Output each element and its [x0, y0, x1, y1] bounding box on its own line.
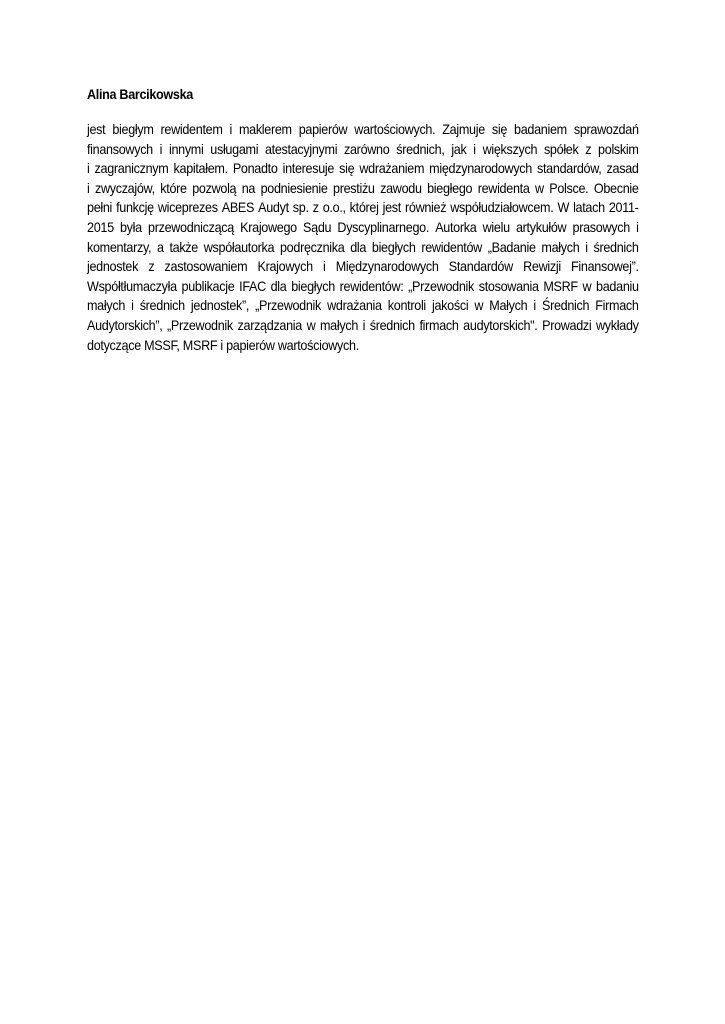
author-bio: [87, 120, 639, 355]
bio-line: dotyczące MSSF, MSRF i papierów wartościowych.: [87, 336, 359, 353]
bio-line: finansowych i innymi usługami atestacyjnymi zarówno średnich, jak i większych spółek z polskim: [87, 140, 639, 157]
author-name: Alina Barcikowska: [87, 86, 194, 102]
bio-line: komentarzy, a także współautorka podręcznika dla biegłych rewidentów „Badanie małych i średnich: [87, 238, 639, 255]
bio-line: i zwyczajów, które pozwolą na podniesienie prestiżu zawodu biegłego rewidenta w Polsce. Obecnie: [87, 179, 639, 196]
bio-line: i zagranicznym kapitałem. Ponadto interesuje się wdrażaniem międzynarodowych standardów, zasad: [87, 160, 639, 177]
document-content: [87, 84, 639, 355]
bio-line: pełni funkcję wiceprezes ABES Audyt sp. z o.o., której jest również współudziałowcem. W latach 2011-: [87, 199, 639, 216]
bio-line: Audytorskich”, „Przewodnik zarządzania w małych i średnich firmach audytorskich". Prowadzi wykłady: [87, 316, 639, 333]
bio-line: Współtłumaczyła publikacje IFAC dla biegłych rewidentów: „Przewodnik stosowania MSRF w badaniu: [87, 277, 639, 294]
bio-line: 2015 była przewodniczącą Krajowego Sądu Dyscyplinarnego. Autorka wielu artykułów prasowych i: [87, 218, 639, 235]
bio-line: małych i średnich jednostek”, „Przewodnik wdrażania kontroli jakości w Małych i Średnich Firmach: [87, 297, 639, 314]
bio-line: jednostek z zastosowaniem Krajowych i Międzynarodowych Standardów Rewizji Finansowej”.: [87, 258, 639, 275]
bio-line: jest biegłym rewidentem i maklerem papierów wartościowych. Zajmuje się badaniem sprawozdań: [87, 121, 639, 137]
